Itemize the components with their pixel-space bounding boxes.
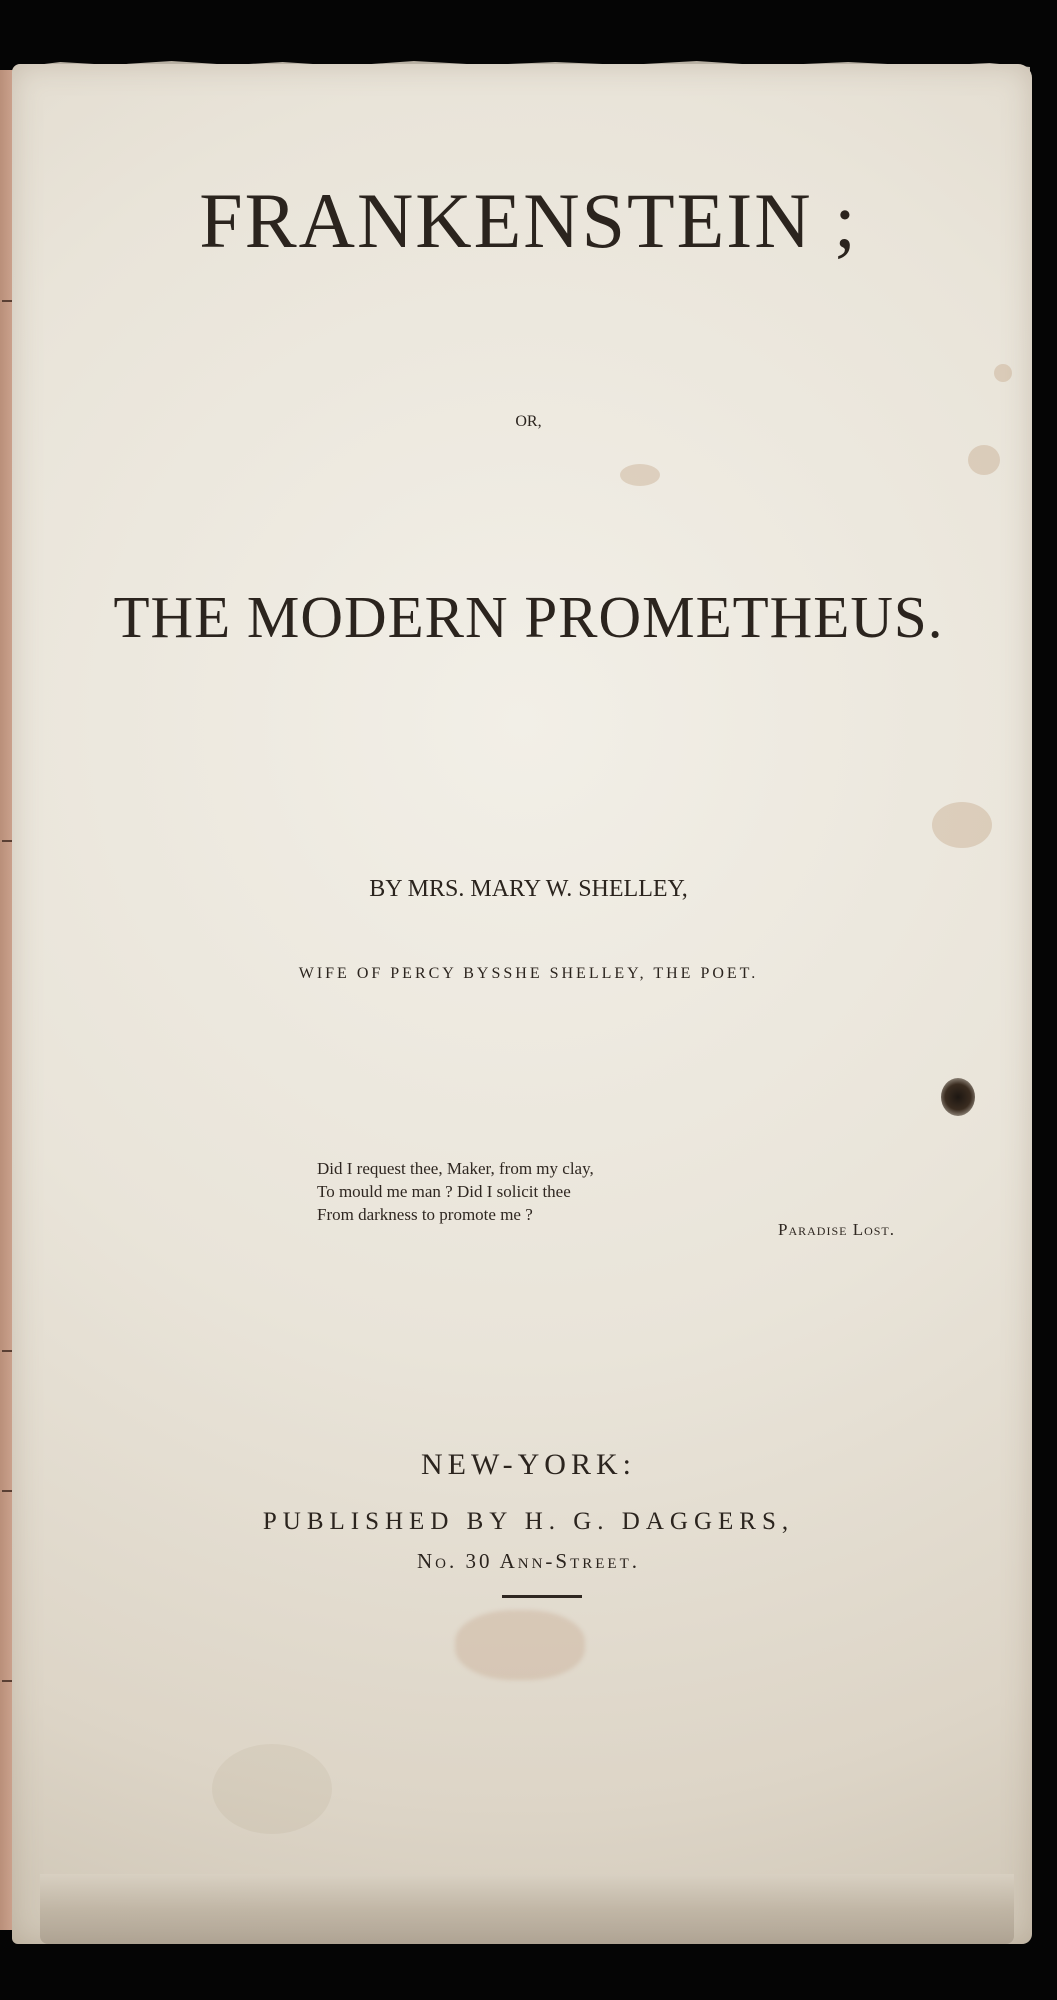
foxing-spot <box>932 802 992 848</box>
epigraph-line: From darkness to promote me ? <box>317 1205 533 1224</box>
worn-bottom-edge <box>40 1874 1014 1944</box>
book-subtitle: THE MODERN PROMETHEUS. <box>113 584 944 650</box>
publisher-address: No. 30 Ann-Street. <box>417 1549 640 1573</box>
epigraph <box>317 1157 737 1226</box>
ink-spot <box>941 1078 975 1116</box>
author-description: WIFE OF PERCY BYSSHE SHELLEY, THE POET. <box>298 965 759 982</box>
foxing-spot <box>968 445 1000 475</box>
closing-rule <box>502 1595 582 1598</box>
foxing-spot <box>994 364 1012 382</box>
epigraph-line: Did I request thee, Maker, from my clay, <box>317 1159 594 1178</box>
epigraph-source: Paradise Lost. <box>778 1220 896 1239</box>
epigraph-line: To mould me man ? Did I solicit thee <box>317 1182 571 1201</box>
publisher-city: NEW-YORK: <box>421 1448 636 1481</box>
or-connector: OR, <box>515 413 542 430</box>
foxing-spot <box>212 1744 332 1834</box>
book-title: FRANKENSTEIN ; <box>199 177 858 264</box>
foxing-spot <box>620 464 660 486</box>
publisher-name: PUBLISHED BY H. G. DAGGERS, <box>262 1508 795 1535</box>
paper-smudge <box>455 1610 585 1680</box>
author-line: BY MRS. MARY W. SHELLEY, <box>369 876 688 902</box>
